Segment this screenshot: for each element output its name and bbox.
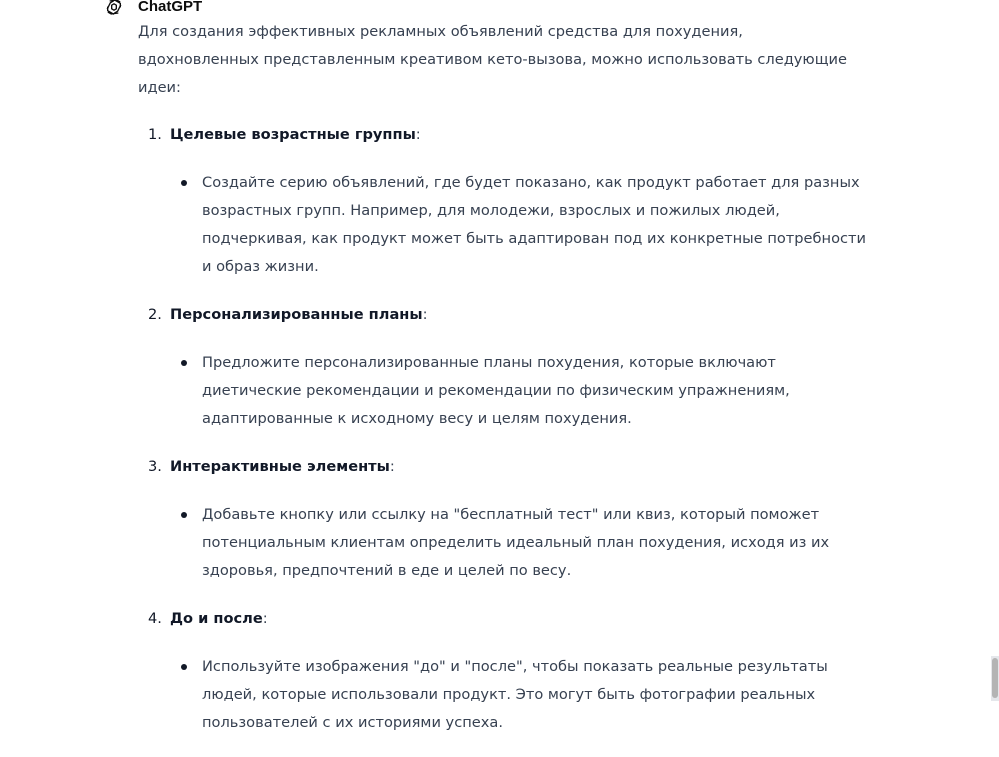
list-number: 4. [148, 610, 162, 627]
list-number: 2. [148, 306, 162, 323]
bullet-dot-icon [181, 180, 187, 186]
list-item-title-text: До и после [170, 610, 263, 627]
list-item-title [170, 453, 868, 481]
bullet-text: Создайте серию объявлений, где будет показано, как продукт работает для разных возрастных групп. Например, для молодежи, взрослых и пожилых людей, подчеркивая, как продукт может быть адаптирован под их конкретные потребности и образ жизни. [202, 174, 867, 275]
list-number: 1. [148, 126, 162, 143]
bullet-item [170, 501, 868, 585]
bullet-dot-icon [181, 360, 187, 366]
openai-logo-icon [104, 0, 124, 17]
assistant-message [138, 18, 868, 757]
list-item [138, 121, 868, 281]
list-item [138, 605, 868, 737]
list-item-title-suffix: : [422, 306, 428, 323]
list-item-title-suffix: : [262, 610, 268, 627]
bullet-item [170, 169, 868, 281]
list-item-title [170, 121, 868, 149]
bullet-text: Используйте изображения "до" и "после", чтобы показать реальные результаты людей, которые использовали продукт. Это могут быть фотографии реальных пользователей с их историями успеха. [202, 658, 828, 731]
list-item-title-text: Целевые возрастные группы [170, 126, 416, 143]
author-name: ChatGPT [138, 0, 203, 15]
list-item-title-text: Персонализированные планы [170, 306, 423, 323]
list-item-title-text: Интерактивные элементы [170, 458, 390, 475]
list-item-title-suffix: : [415, 126, 421, 143]
bullet-item [170, 653, 868, 737]
bullet-text: Добавьте кнопку или ссылку на "бесплатный тест" или квиз, который поможет потенциальным клиентам определить идеальный план похудения, исходя из их здоровья, предпочтений в еде и целей по весу. [202, 506, 830, 579]
bullet-dot-icon [181, 512, 187, 518]
list-item-title-suffix: : [389, 458, 395, 475]
list-item [138, 301, 868, 433]
bullet-dot-icon [181, 664, 187, 670]
list-item [138, 453, 868, 585]
scrollbar-thumb[interactable] [992, 658, 998, 698]
list-number: 3. [148, 458, 162, 475]
bullet-item [170, 349, 868, 433]
list-item-title [170, 605, 868, 633]
list-item-title [170, 301, 868, 329]
message-header [104, 0, 203, 18]
message-intro: Для создания эффективных рекламных объявлений средства для похудения, вдохновленных представленным креативом кето-вызова, можно использовать следующие идеи: [138, 23, 847, 96]
bullet-text: Предложите персонализированные планы похудения, которые включают диетические рекомендации и рекомендации по физическим упражнениям, адаптированные к исходному весу и целям похудения. [202, 354, 790, 427]
